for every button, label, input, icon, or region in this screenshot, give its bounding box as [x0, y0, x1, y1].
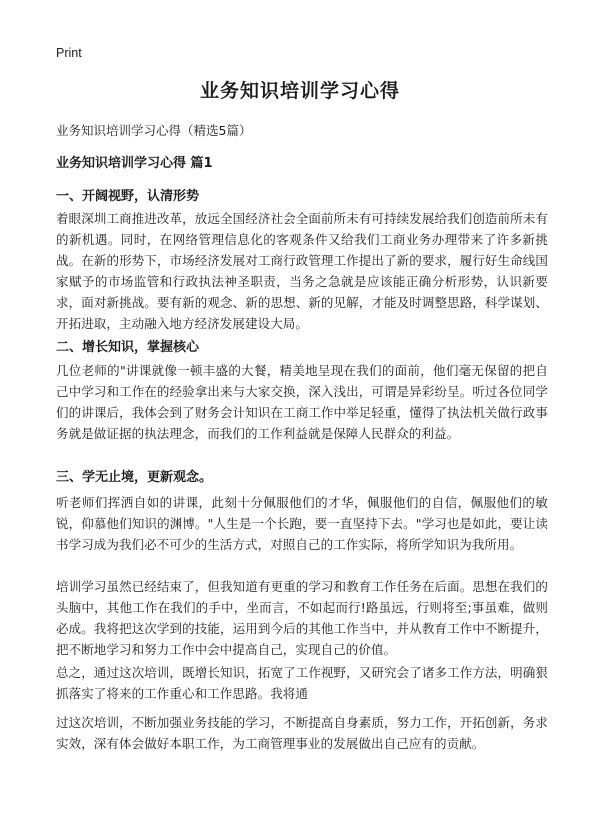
- section-3-paragraph-3: 总之，通过这次培训，既增长知识，拓宽了工作视野，又研究会了诸多工作方法，明确狠抓落实了将来的工作重心和工作思路。我将通: [56, 665, 548, 701]
- section-heading-3: 三、学无止境，更新观念。: [56, 470, 213, 485]
- section-1-paragraph-1: 着眼深圳工商推进改革，放远全国经济社会全面前所未有可持续发展给我们创造前所未有的新机遇。同时，在网络管理信息化的客观条件又给我们工商业务办理带来了许多新挑战。在新的形势下，市场经济发展对工商行政管理工作提出了新的要求，履行好生命线国家赋予的市场监管和行政执法神圣职责，当务之急就是应该能正确分析形势，认识新要求，面对新挑战。要有新的观念、新的思想、新的见解，才能及时调整思路，科学谋划、开拓进取，主动融入地方经济发展建设大局。: [56, 211, 548, 331]
- section-heading-1: 一、开阔视野，认清形势: [56, 189, 200, 204]
- section-3-paragraph-4: 过这次培训，不断加强业务技能的学习，不断提高自身素质，努力工作，开拓创新，务求实效，深有体会做好本职工作，为工商管理事业的发展做出自己应有的贡献。: [56, 715, 548, 751]
- section-2-paragraph-1: 几位老师的"讲课就像一顿丰盛的大餐，精美地呈现在我们的面前，他们毫无保留的把自己中学习和工作在的经验拿出来与大家交换，深入浅出，可谓是异彩纷呈。听过各位同学们的讲课后，我体会到了财务会计知识在工商工作中举足轻重，懂得了执法机关做行政事务就是做证据的执法理念，而我们的工作利益就是保障人民群众的利益。: [56, 363, 548, 441]
- section-3-paragraph-2: 培训学习虽然已经结束了，但我知道有更重的学习和教育工作任务在后面。思想在我们的头脑中，其他工作在我们的手中，坐而言，不如起而行!路虽远，行则将至;事虽难，做则必成。我将把这次学到的技能，运用到今后的其他工作当中，并从教育工作中不断提升，把不断地学习和努力工作中会中提高自己，实现自己的价值。: [56, 579, 548, 657]
- page-title: 业务知识培训学习心得: [199, 80, 400, 102]
- document-subtitle: 业务知识培训学习心得（精选5篇）: [56, 123, 252, 138]
- section-3-paragraph-1: 听老师们挥洒自如的讲课，此刻十分佩服他们的才华，佩服他们的自信，佩服他们的敏锐，仰慕他们知识的渊博。"人生是一个长跑，要一直坚持下去。"学习也是如此，要让读书学习成为我们必不可少的生活方式，对照自己的工作实际，将所学知识为我所用。: [56, 495, 548, 552]
- article-heading: 业务知识培训学习心得 篇1: [56, 156, 213, 171]
- section-heading-2: 二、增长知识，掌握核心: [56, 340, 200, 355]
- print-link[interactable]: Print: [56, 46, 82, 60]
